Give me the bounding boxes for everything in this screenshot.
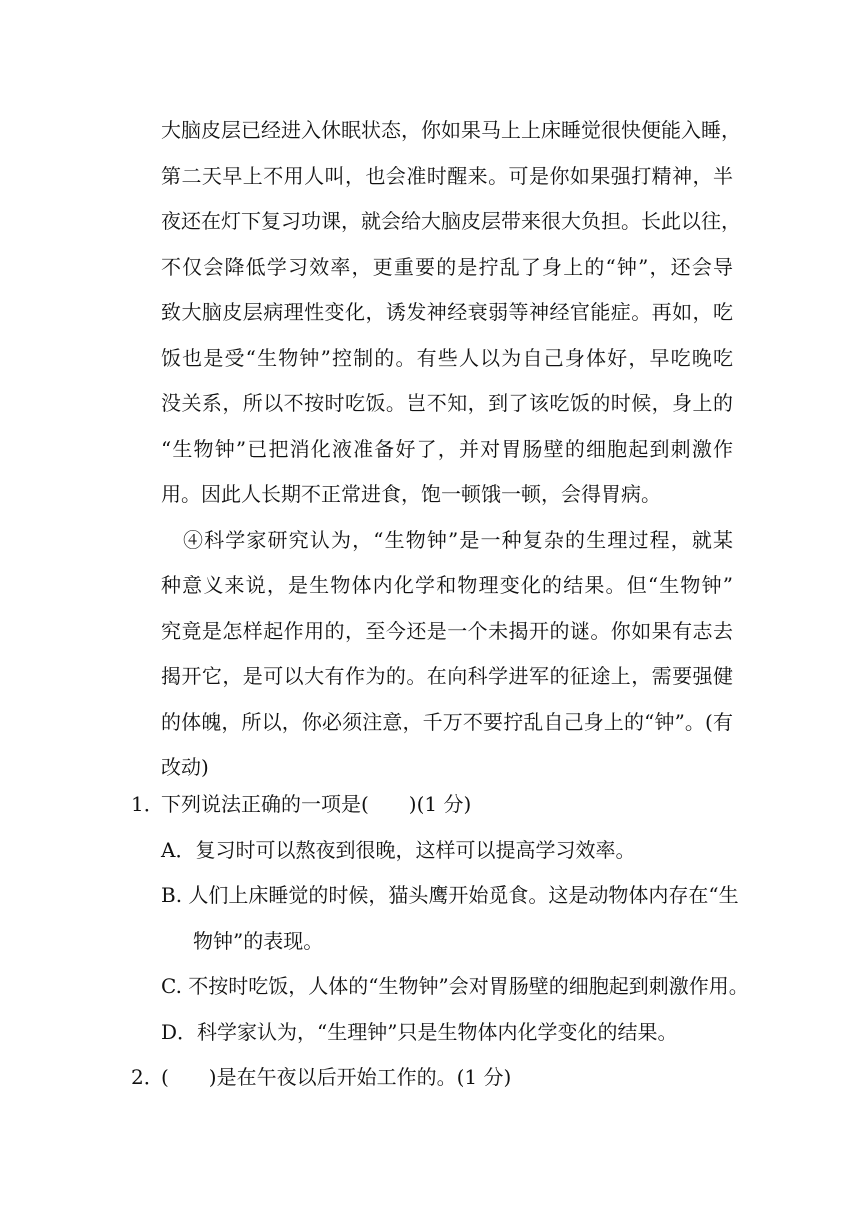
question-2 xyxy=(131,1055,736,1101)
passage-line: 饭也是受“生物钟”控制的。有些人以为自己身体好，早吃晚吃 xyxy=(161,345,733,370)
passage-line: “生物钟”已把消化液准备好了，并对胃肠壁的细胞起到刺激作 xyxy=(161,436,733,461)
reading-passage xyxy=(161,108,741,791)
passage-line: 不仅会降低学习效率，更重要的是拧乱了身上的“钟”，还会导 xyxy=(161,254,733,279)
passage-line: 大脑皮层已经进入休眠状态，你如果马上上床睡觉很快便能入睡， xyxy=(161,118,741,142)
question-number: 2． xyxy=(131,1065,164,1089)
question-stem xyxy=(131,782,736,828)
option-d: D．科学家认为，“生理钟”只是生物体内化学变化的结果。 xyxy=(161,1019,678,1044)
passage-line: 改动) xyxy=(161,755,209,779)
question-text: 下列说法正确的一项是( )(1 分) xyxy=(161,792,472,816)
passage-line: 究竟是怎样起作用的，至今还是一个未揭开的谜。你如果有志去 xyxy=(161,618,733,643)
passage-paragraph-4-start: ④科学家研究认为，“生物钟”是一种复杂的生理过程，就某 xyxy=(183,527,733,552)
passage-line: 用。因此人长期不正常进食，饱一顿饿一顿，会得胃病。 xyxy=(161,482,661,506)
option-b: B. 人们上床睡觉的时候，猫头鹰开始觅食。这是动物体内存在“生 xyxy=(161,883,739,907)
passage-line: 种意义来说，是生物体内化学和物理变化的结果。但“生物钟” xyxy=(161,573,733,597)
question-text: ( )是在午夜以后开始工作的。(1 分) xyxy=(161,1065,512,1089)
question-stem xyxy=(131,1055,736,1101)
option-b-continued: 物钟”的表现。 xyxy=(193,928,324,953)
passage-line: 致大脑皮层病理性变化，诱发神经衰弱等神经官能症。再如，吃 xyxy=(161,300,733,324)
question-list xyxy=(131,782,749,1101)
question-1 xyxy=(131,782,749,1055)
passage-line: 揭开它，是可以大有作为的。在向科学进军的征途上，需要强健 xyxy=(161,664,733,688)
question-number: 1． xyxy=(131,792,164,816)
passage-line: 第二天早上不用人叫，也会准时醒来。可是你如果强打精神，半 xyxy=(161,163,733,188)
option-a: A．复习时可以熬夜到很晚，这样可以提高学习效率。 xyxy=(161,837,636,862)
passage-line: 夜还在灯下复习功课，就会给大脑皮层带来很大负担。长此以往， xyxy=(161,209,741,233)
option-c: C. 不按时吃饭，人体的“生物钟”会对胃肠壁的细胞起到刺激作用。 xyxy=(161,974,749,998)
passage-line: 的体魄，所以，你必须注意，千万不要拧乱自己身上的“钟”。(有 xyxy=(161,709,733,734)
passage-line: 没关系，所以不按时吃饭。岂不知，到了该吃饭的时候，身上的 xyxy=(161,391,733,415)
